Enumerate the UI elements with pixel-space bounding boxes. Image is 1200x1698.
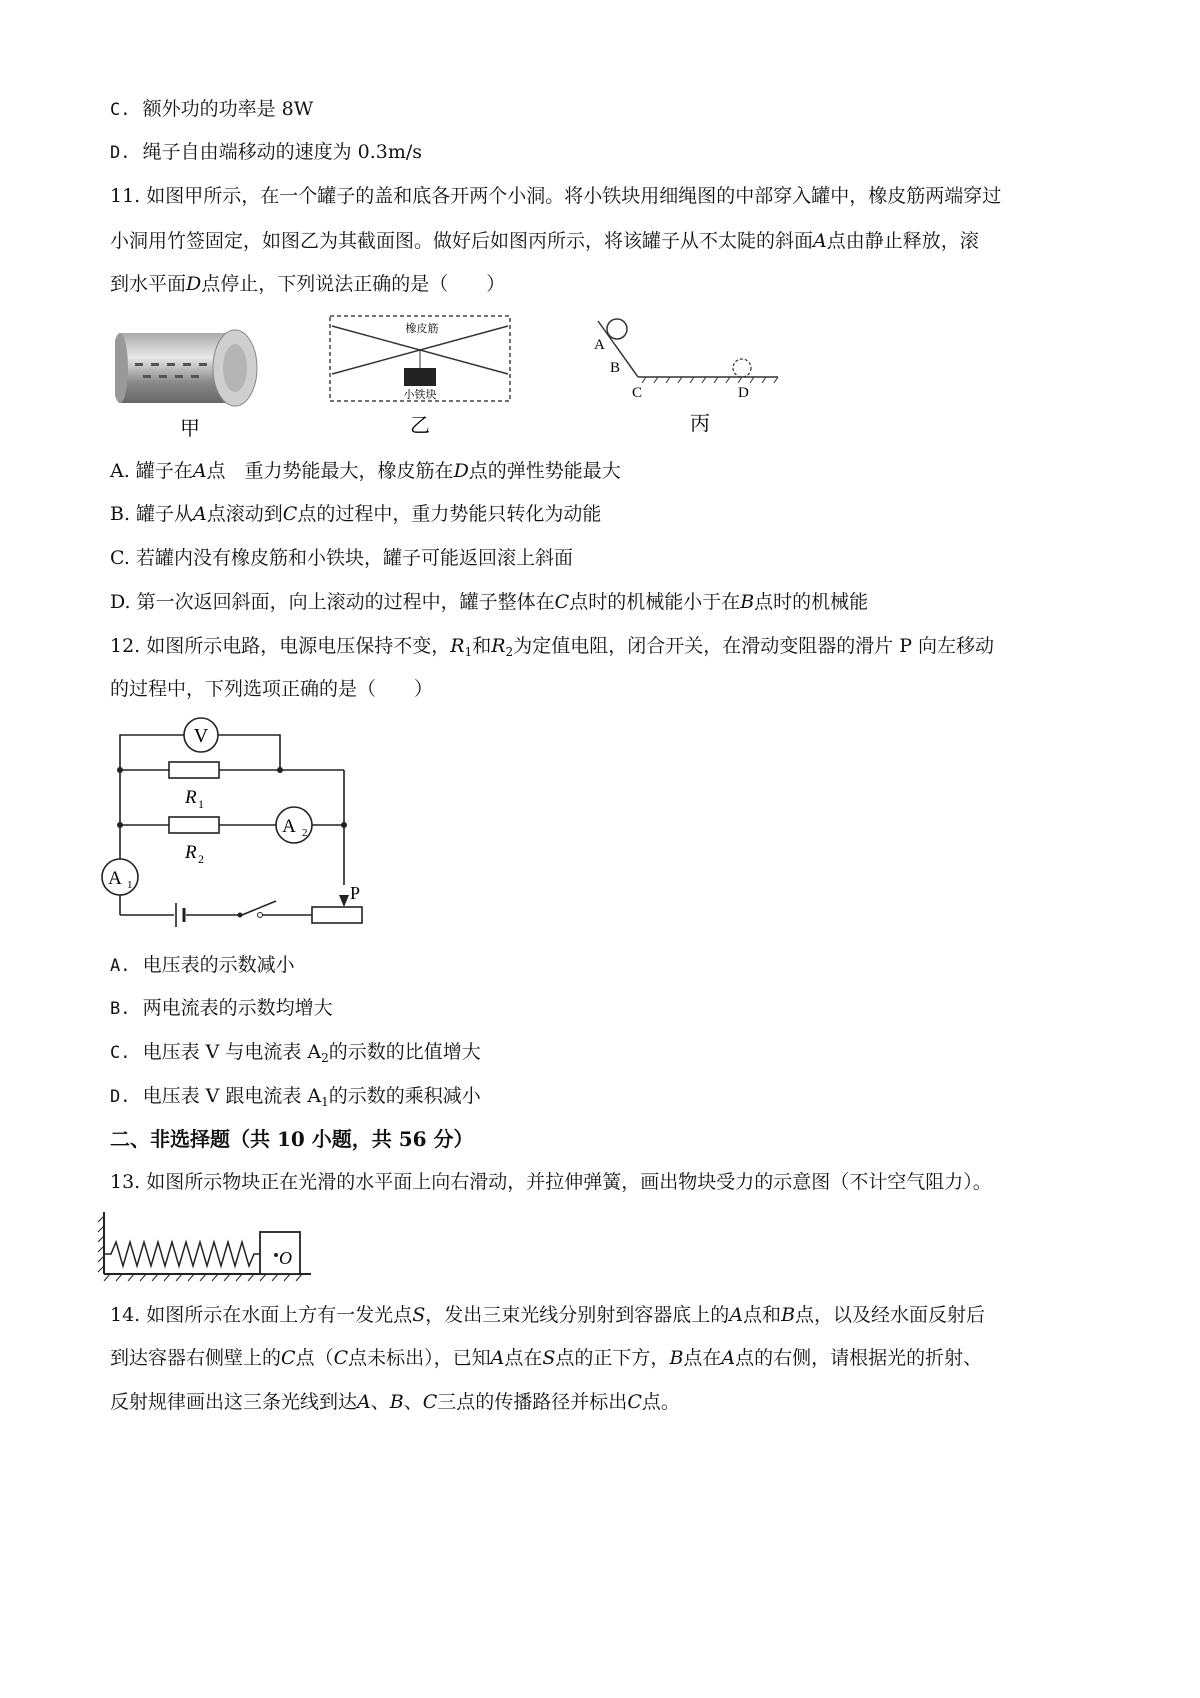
q12-option-a: [110, 952, 295, 979]
figure-jia-can: [115, 315, 265, 440]
can-end: [733, 359, 751, 377]
text: 点，以及经水面反射后: [795, 1304, 986, 1326]
q14-stem-line3: [110, 1389, 680, 1415]
can-start: [607, 319, 627, 339]
q13-stem: 13. 如图所示物块正在光滑的水平面上向右滑动，并拉伸弹簧，画出物块受力的示意图（不计空气阻力）。: [110, 1171, 992, 1193]
figure-yi-cross-section: [328, 312, 518, 440]
text: 点停止，下列说法正确的是（ ）: [201, 273, 506, 295]
a2-label: A: [282, 816, 296, 837]
text: 点在: [504, 1347, 543, 1369]
text: 点的弹性势能最大: [468, 460, 621, 482]
rheostat: [312, 907, 362, 923]
var: B: [740, 591, 755, 613]
caption-jia: 甲: [180, 418, 200, 440]
text: D. 第一次返回斜面，向上滚动的过程中，罐子整体在: [110, 591, 555, 613]
point-d: D: [738, 385, 749, 401]
point-a: A: [594, 337, 605, 353]
var: C: [282, 503, 298, 525]
option-label: A.: [110, 956, 131, 976]
label-band: 橡皮筋: [405, 323, 439, 335]
text: B. 罐子从: [110, 503, 194, 525]
caption-yi: 乙: [410, 415, 430, 437]
option-text: 绳子自由端移动的速度为 0.3m/s: [142, 141, 423, 163]
q12-stem-line1: [110, 633, 994, 665]
text: 到达容器右侧壁上的: [110, 1347, 282, 1369]
text: 、: [403, 1391, 423, 1413]
label-block: 小铁块: [403, 389, 437, 401]
section-heading: 二、非选择题（共 10 小题，共 56 分）: [110, 1127, 474, 1151]
center-dot: [274, 1253, 278, 1257]
text: 点。: [641, 1391, 680, 1413]
text: 为定值电阻，闭合开关，在滑动变阻器的滑片 P 向左移动: [513, 635, 995, 657]
q12-option-b: [110, 995, 333, 1022]
text: 的示数的乘积减小: [328, 1085, 481, 1107]
caption-bing: 丙: [690, 413, 710, 435]
q11-stem-line3: [110, 271, 505, 297]
point-c: C: [632, 385, 643, 401]
option-text: 两电流表的示数均增大: [142, 997, 333, 1019]
var: D: [186, 273, 202, 295]
resistor-r1: [169, 762, 219, 778]
text: 点未标出），已知: [348, 1347, 491, 1369]
var: S: [412, 1304, 426, 1326]
text: 点和: [743, 1304, 782, 1326]
q11-option-a: [110, 458, 621, 484]
text: 点的过程中，重力势能只转化为动能: [297, 503, 602, 525]
text: 点滚动到: [206, 503, 283, 525]
var: C: [333, 1347, 349, 1369]
voltmeter-label: V: [193, 725, 209, 747]
option-text: 电压表的示数减小: [142, 954, 295, 976]
text: 点的正下方，: [555, 1347, 670, 1369]
subscript: 2: [321, 1051, 329, 1065]
text: ，发出三束光线分别射到容器底上的: [425, 1304, 730, 1326]
text: 点 重力势能最大，橡皮筋在: [206, 460, 454, 482]
q12-option-d: [110, 1083, 481, 1115]
r2-subscript: 2: [198, 852, 204, 866]
var: C: [627, 1391, 642, 1413]
var: A: [193, 503, 207, 525]
subscript: 1: [321, 1095, 329, 1109]
var: R: [491, 635, 506, 657]
var: C: [281, 1347, 296, 1369]
text: A. 罐子在: [110, 460, 193, 482]
var: B: [389, 1391, 404, 1413]
var: D: [453, 460, 469, 482]
subscript: 1: [464, 645, 473, 659]
point-b: B: [610, 360, 621, 376]
q10-option-d: [110, 139, 422, 166]
text: 电压表 V 跟电流表 A: [142, 1085, 322, 1107]
iron-block: [404, 368, 436, 386]
a1-subscript: 1: [127, 879, 133, 891]
var: S: [542, 1347, 556, 1369]
text: 14. 如图所示在水面上方有一发光点: [110, 1304, 413, 1326]
r1-subscript: 1: [198, 797, 204, 811]
slider-arrow: [339, 895, 349, 907]
switch-contact: [258, 913, 263, 918]
var: R: [450, 635, 465, 657]
var: C: [554, 591, 570, 613]
a2-subscript: 2: [302, 827, 308, 839]
text: 到水平面: [110, 273, 187, 295]
option-label: C.: [110, 1043, 131, 1063]
q14-stem-line1: [110, 1302, 985, 1328]
figure-spring-block: [96, 1210, 316, 1282]
text: 点时的机械能小于在: [569, 591, 741, 613]
var: A: [813, 230, 827, 252]
option-label: C.: [110, 100, 131, 120]
var: A: [729, 1304, 744, 1326]
option-label: D.: [110, 143, 131, 163]
text: 点由静止释放，滚: [826, 230, 979, 252]
q12-option-c: [110, 1039, 481, 1071]
r2-label: R: [185, 842, 197, 863]
text: 12. 如图所示电路，电源电压保持不变，: [110, 635, 451, 657]
text: 反射规律画出这三条光线到达: [110, 1391, 358, 1413]
text: 点时的机械能: [754, 591, 869, 613]
slider-label: P: [350, 883, 361, 903]
q10-option-c: [110, 96, 313, 123]
spring: [104, 1242, 260, 1266]
text: 点（: [295, 1347, 334, 1369]
q14-stem-line2: [110, 1345, 982, 1371]
var: A: [192, 460, 207, 482]
text: 电压表 V 与电流表 A: [142, 1041, 322, 1063]
q11-stem-line1: 11. 如图甲所示，在一个罐子的盖和底各开两个小洞。将小铁块用细绳图的中部穿入罐中，橡皮筋两端穿过: [110, 185, 1002, 207]
text: 的示数的比值增大: [328, 1041, 481, 1063]
subscript: 2: [505, 645, 514, 659]
text: 点的右侧，请根据光的折射、: [735, 1347, 983, 1369]
text: 、: [370, 1391, 390, 1413]
q11-option-b: [110, 501, 601, 527]
can-opening: [223, 344, 247, 392]
var: A: [357, 1391, 371, 1413]
figure-bing-slope: [588, 313, 793, 440]
r1-label: R: [185, 787, 197, 808]
text: 和: [472, 635, 492, 657]
resistor-r2: [169, 817, 219, 833]
var: A: [490, 1347, 505, 1369]
a1-label: A: [108, 868, 122, 889]
text: 小洞用竹签固定，如图乙为其截面图。做好后如图丙所示，将该罐子从不太陡的斜面: [110, 230, 814, 252]
q11-option-d: [110, 589, 868, 615]
label-o: O: [279, 1248, 292, 1268]
q11-option-c: C. 若罐内没有橡皮筋和小铁块，罐子可能返回滚上斜面: [110, 547, 573, 569]
q11-stem-line2: [110, 228, 979, 254]
text: 三点的传播路径并标出: [437, 1391, 628, 1413]
figure-circuit: [96, 715, 376, 930]
var: A: [721, 1347, 736, 1369]
option-text: 额外功的功率是 8W: [142, 98, 314, 120]
text: 点在: [683, 1347, 722, 1369]
q12-stem-line2: 的过程中，下列选项正确的是（ ）: [110, 678, 434, 700]
option-label: D.: [110, 1087, 131, 1107]
var: C: [422, 1391, 438, 1413]
option-label: B.: [110, 999, 131, 1019]
var: B: [669, 1347, 684, 1369]
var: B: [781, 1304, 796, 1326]
